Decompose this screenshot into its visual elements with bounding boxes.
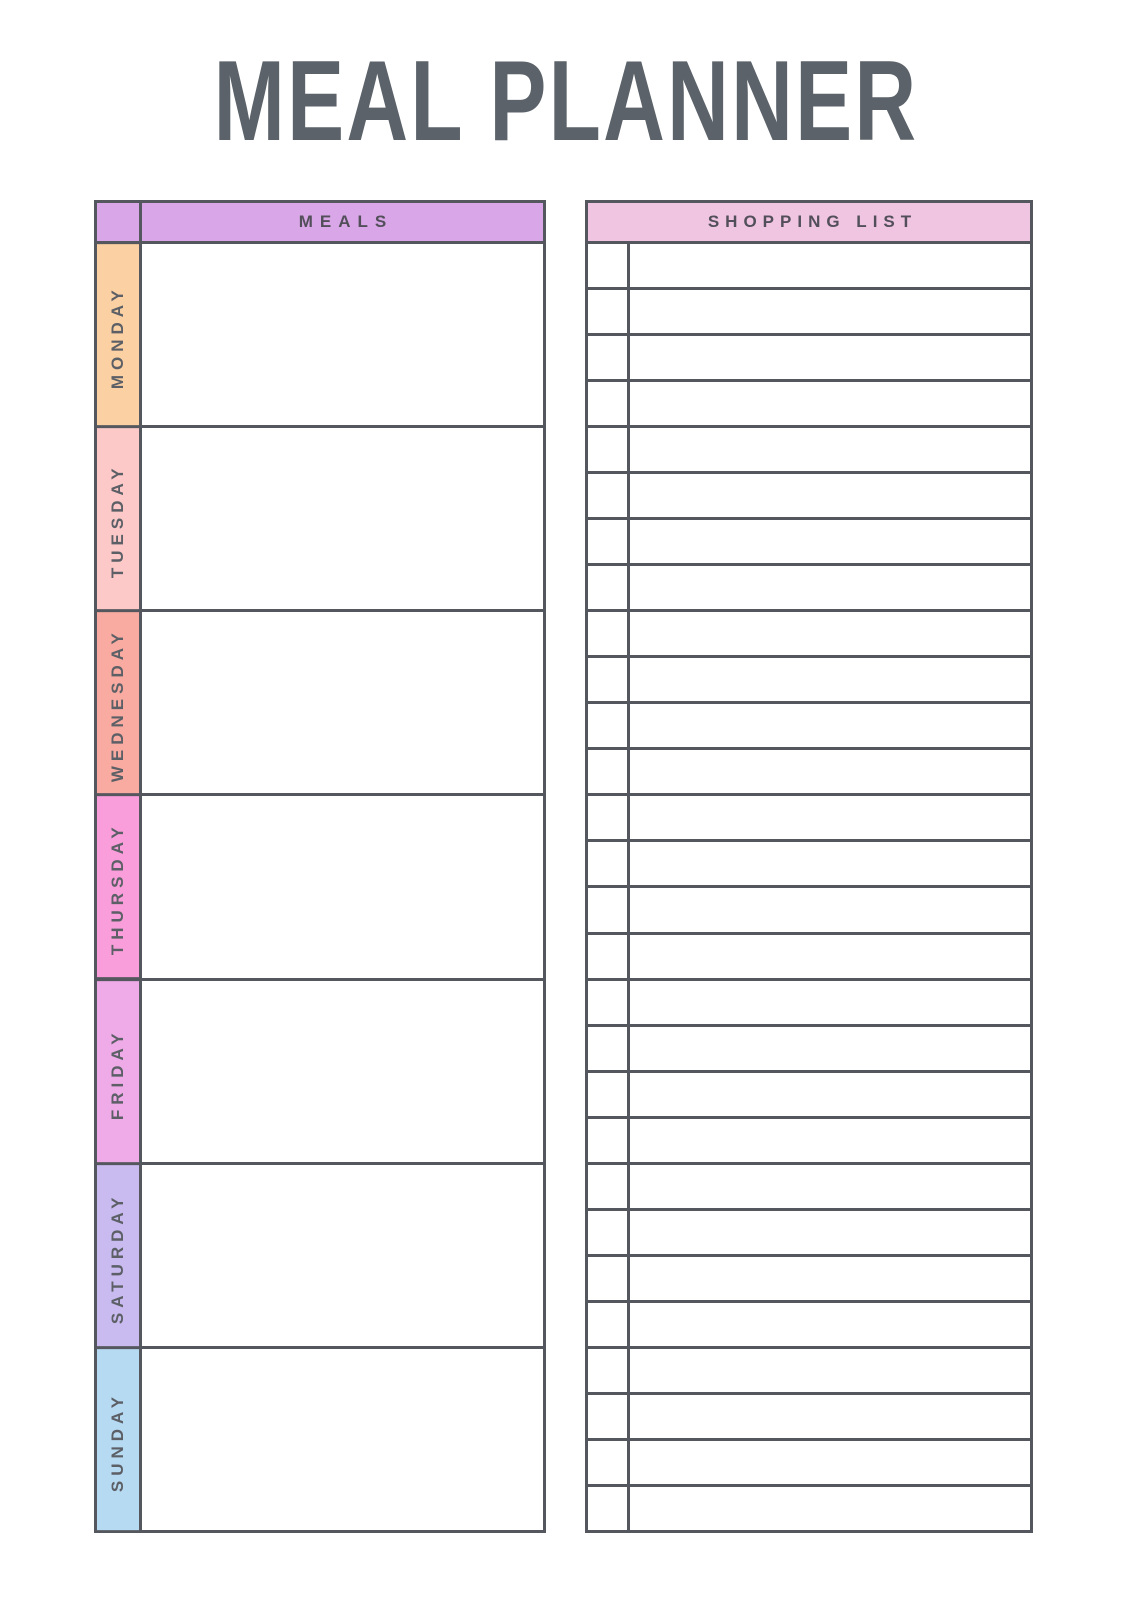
shopping-item-cell-25[interactable] bbox=[630, 1349, 1030, 1392]
shopping-checkbox-cell-6[interactable] bbox=[588, 474, 627, 517]
shopping-checkbox-cell-8[interactable] bbox=[588, 566, 627, 609]
shopping-checkbox-cell-3[interactable] bbox=[588, 336, 627, 379]
meal-cell-thursday[interactable] bbox=[142, 796, 543, 977]
shopping-item-cell-12[interactable] bbox=[630, 750, 1030, 793]
shopping-item-cell-11[interactable] bbox=[630, 704, 1030, 747]
meal-cell-monday[interactable] bbox=[142, 244, 543, 425]
day-label-wednesday: WEDNESDAY bbox=[97, 612, 139, 793]
shopping-checkbox-cell-22[interactable] bbox=[588, 1211, 627, 1254]
shopping-item-cell-1[interactable] bbox=[630, 244, 1030, 287]
day-label-monday: MONDAY bbox=[97, 244, 139, 425]
shopping-item-cell-24[interactable] bbox=[630, 1303, 1030, 1346]
shopping-checkbox-cell-10[interactable] bbox=[588, 658, 627, 701]
shopping-checkbox-cell-19[interactable] bbox=[588, 1073, 627, 1116]
shopping-item-cell-13[interactable] bbox=[630, 796, 1030, 839]
shopping-checkbox-cell-16[interactable] bbox=[588, 935, 627, 978]
shopping-checkbox-cell-1[interactable] bbox=[588, 244, 627, 287]
day-label-sunday: SUNDAY bbox=[97, 1349, 139, 1530]
shopping-checkbox-cell-27[interactable] bbox=[588, 1441, 627, 1484]
shopping-checkbox-cell-23[interactable] bbox=[588, 1257, 627, 1300]
shopping-checkbox-cell-28[interactable] bbox=[588, 1487, 627, 1530]
shopping-checkbox-cell-14[interactable] bbox=[588, 842, 627, 885]
shopping-checkbox-cell-15[interactable] bbox=[588, 888, 627, 931]
meals-header-corner-cell bbox=[97, 203, 139, 241]
shopping-checkbox-cell-9[interactable] bbox=[588, 612, 627, 655]
meal-cell-friday[interactable] bbox=[142, 981, 543, 1162]
shopping-list-header: SHOPPING LIST bbox=[588, 203, 1030, 241]
shopping-item-cell-20[interactable] bbox=[630, 1119, 1030, 1162]
shopping-checkbox-cell-4[interactable] bbox=[588, 382, 627, 425]
meals-header: MEALS bbox=[142, 203, 543, 241]
page-title: MEAL PLANNER bbox=[213, 38, 918, 165]
shopping-checkbox-cell-11[interactable] bbox=[588, 704, 627, 747]
day-label-thursday: THURSDAY bbox=[97, 796, 139, 977]
shopping-checkbox-cell-5[interactable] bbox=[588, 428, 627, 471]
day-label-tuesday: TUESDAY bbox=[97, 428, 139, 609]
day-label-saturday: SATURDAY bbox=[97, 1165, 139, 1346]
shopping-item-cell-17[interactable] bbox=[630, 981, 1030, 1024]
shopping-checkbox-cell-2[interactable] bbox=[588, 290, 627, 333]
shopping-item-cell-15[interactable] bbox=[630, 888, 1030, 931]
shopping-checkbox-cell-12[interactable] bbox=[588, 750, 627, 793]
shopping-checkbox-cell-13[interactable] bbox=[588, 796, 627, 839]
shopping-item-cell-16[interactable] bbox=[630, 935, 1030, 978]
shopping-list-table bbox=[585, 200, 1033, 1533]
shopping-item-cell-6[interactable] bbox=[630, 474, 1030, 517]
shopping-item-cell-2[interactable] bbox=[630, 290, 1030, 333]
shopping-item-cell-3[interactable] bbox=[630, 336, 1030, 379]
shopping-item-cell-19[interactable] bbox=[630, 1073, 1030, 1116]
shopping-checkbox-cell-17[interactable] bbox=[588, 981, 627, 1024]
shopping-checkbox-cell-26[interactable] bbox=[588, 1395, 627, 1438]
shopping-item-cell-23[interactable] bbox=[630, 1257, 1030, 1300]
meal-cell-tuesday[interactable] bbox=[142, 428, 543, 609]
shopping-item-cell-9[interactable] bbox=[630, 612, 1030, 655]
meals-table bbox=[94, 200, 546, 1533]
shopping-item-cell-28[interactable] bbox=[630, 1487, 1030, 1530]
shopping-item-cell-8[interactable] bbox=[630, 566, 1030, 609]
shopping-checkbox-cell-20[interactable] bbox=[588, 1119, 627, 1162]
shopping-item-cell-21[interactable] bbox=[630, 1165, 1030, 1208]
meal-cell-wednesday[interactable] bbox=[142, 612, 543, 793]
shopping-checkbox-cell-24[interactable] bbox=[588, 1303, 627, 1346]
shopping-item-cell-14[interactable] bbox=[630, 842, 1030, 885]
shopping-item-cell-5[interactable] bbox=[630, 428, 1030, 471]
shopping-item-cell-7[interactable] bbox=[630, 520, 1030, 563]
day-label-friday: FRIDAY bbox=[97, 981, 139, 1162]
shopping-item-cell-26[interactable] bbox=[630, 1395, 1030, 1438]
shopping-item-cell-18[interactable] bbox=[630, 1027, 1030, 1070]
shopping-item-cell-27[interactable] bbox=[630, 1441, 1030, 1484]
shopping-item-cell-10[interactable] bbox=[630, 658, 1030, 701]
meal-cell-saturday[interactable] bbox=[142, 1165, 543, 1346]
meal-cell-sunday[interactable] bbox=[142, 1349, 543, 1530]
shopping-checkbox-cell-21[interactable] bbox=[588, 1165, 627, 1208]
shopping-item-cell-4[interactable] bbox=[630, 382, 1030, 425]
shopping-item-cell-22[interactable] bbox=[630, 1211, 1030, 1254]
shopping-checkbox-cell-18[interactable] bbox=[588, 1027, 627, 1070]
shopping-checkbox-cell-7[interactable] bbox=[588, 520, 627, 563]
shopping-checkbox-cell-25[interactable] bbox=[588, 1349, 627, 1392]
